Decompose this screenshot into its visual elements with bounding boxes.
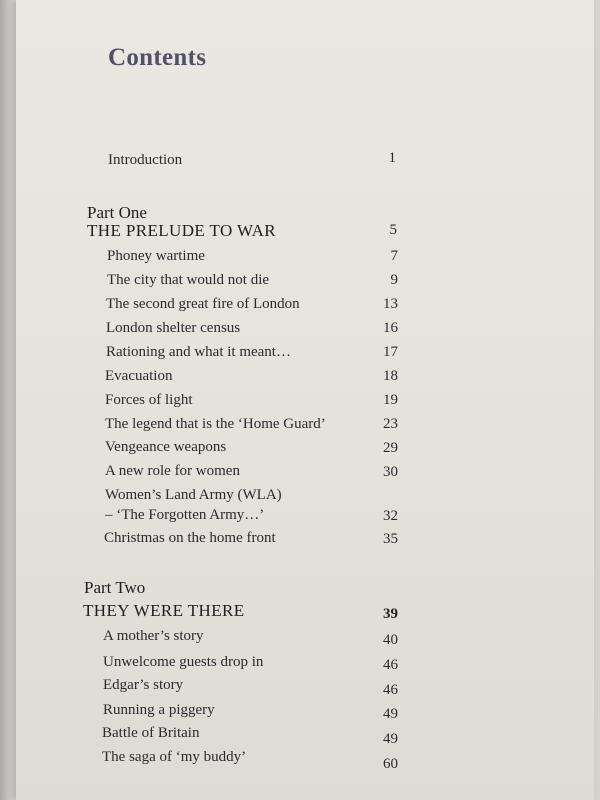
toc-entry-page: 60: [383, 756, 398, 772]
part-page: 39: [383, 606, 398, 622]
toc-entry-title: A new role for women: [105, 463, 240, 479]
toc-entry-page: 16: [383, 320, 398, 336]
toc-entry-page: 46: [383, 657, 398, 673]
toc-entry-page: 35: [383, 531, 398, 547]
toc-entry-title: Phoney wartime: [107, 248, 205, 264]
toc-entry-title: Running a piggery: [103, 702, 215, 718]
toc-entry-title: Women’s Land Army (WLA): [105, 487, 282, 503]
toc-entry-title: Vengeance weapons: [105, 439, 227, 455]
toc-entry-page: 7: [390, 248, 398, 264]
toc-entry-title: The city that would not die: [107, 272, 270, 288]
toc-entry-page: 49: [383, 731, 398, 747]
toc-entry-title: Christmas on the home front: [104, 530, 276, 546]
toc-entry-page: 1: [388, 150, 396, 166]
toc-entry-page: 9: [390, 272, 398, 288]
toc-entry-title: Introduction: [108, 152, 183, 168]
toc-entry-title: A mother’s story: [103, 628, 204, 644]
toc-entry-title: London shelter census: [106, 320, 241, 336]
toc-entry-title: The saga of ‘my buddy’: [102, 749, 247, 765]
toc-entry-title: The second great fire of London: [106, 296, 300, 312]
toc-entry-page: 49: [383, 706, 398, 722]
toc-entry-title: Battle of Britain: [102, 725, 200, 741]
book-spine-shadow: [0, 0, 16, 800]
book-page: [16, 0, 594, 800]
part-page: 5: [389, 222, 397, 238]
toc-entry-title: Forces of light: [105, 392, 193, 408]
toc-entry-title: Evacuation: [105, 368, 173, 384]
toc-entry-page: 32: [383, 508, 398, 524]
toc-entry-page: 13: [383, 296, 398, 312]
toc-entry-page: 29: [383, 440, 398, 456]
part-title: THE PRELUDE TO WAR: [87, 221, 277, 240]
toc-entry-page: 40: [383, 632, 398, 648]
part-label: Part One: [87, 203, 147, 222]
toc-entry-page: 18: [383, 368, 398, 384]
page-title: Contents: [108, 44, 207, 71]
toc-entry-title: Unwelcome guests drop in: [103, 654, 264, 670]
toc-entry-title: The legend that is the ‘Home Guard’: [105, 416, 326, 432]
part-label: Part Two: [84, 578, 146, 597]
part-title: THEY WERE THERE: [83, 601, 245, 620]
toc-entry-title: Edgar’s story: [103, 677, 184, 693]
toc-entry-title: Rationing and what it meant…: [106, 344, 291, 360]
toc-entry-page: 46: [383, 682, 398, 698]
toc-entry-subtitle: – ‘The Forgotten Army…’: [105, 507, 265, 523]
toc-entry-page: 30: [383, 464, 398, 480]
toc-entry-page: 17: [383, 344, 398, 360]
toc-entry-page: 19: [383, 392, 398, 408]
toc-entry-page: 23: [383, 416, 398, 432]
